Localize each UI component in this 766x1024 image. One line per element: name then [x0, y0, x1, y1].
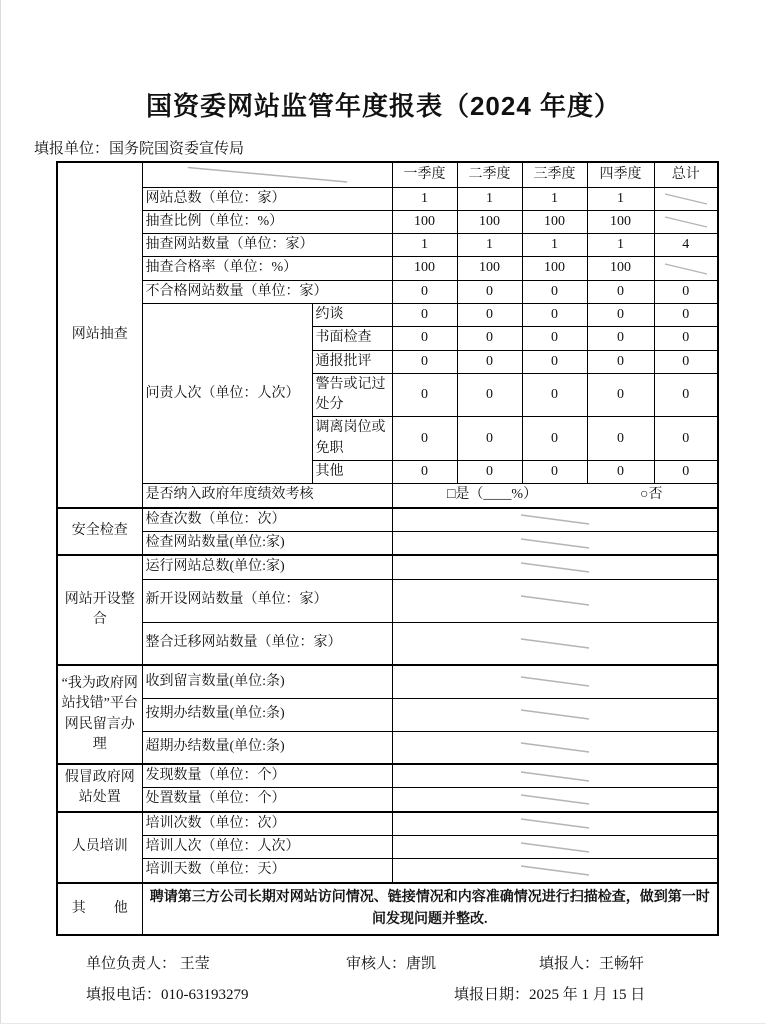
header-q2: 二季度 [457, 162, 522, 187]
total-na-cell [654, 187, 718, 210]
value-cell: 1 [392, 234, 457, 257]
row-performance-assessment [57, 484, 718, 508]
value-cell: 100 [587, 210, 654, 233]
value-cell: 0 [587, 417, 654, 461]
value-cell: 0 [457, 461, 522, 484]
row-messages-received [57, 665, 718, 698]
row-failed-sites [57, 280, 718, 303]
value-cell: 100 [457, 210, 522, 233]
value-cell: 0 [654, 461, 718, 484]
header-q4: 四季度 [587, 162, 654, 187]
row-label: 抽查比例（单位：%） [142, 210, 392, 233]
value-cell: 100 [392, 210, 457, 233]
na-diagonal-mark [520, 636, 590, 651]
row-label: 运行网站总数(单位:家) [142, 555, 392, 579]
row-label: 新开设网站数量（单位：家） [142, 579, 392, 622]
value-cell: 4 [654, 234, 718, 257]
na-diagonal-mark [664, 262, 708, 276]
assessment-label: 是否纳入政府年度绩效考核 [142, 484, 392, 508]
row-security-check-sites [57, 531, 718, 555]
value-cell: 0 [587, 280, 654, 303]
merged-na-cell [392, 835, 718, 858]
report-phone: 填报电话：010-63193279 [86, 987, 249, 1004]
na-diagonal-mark [664, 192, 708, 206]
value-cell: 100 [522, 210, 587, 233]
row-fake-handled [57, 788, 718, 812]
row-pass-rate [57, 257, 718, 280]
value-cell: 0 [587, 303, 654, 326]
row-migrated-sites [57, 622, 718, 665]
value-cell: 0 [522, 327, 587, 350]
sub-label: 通报批评 [312, 350, 392, 373]
na-diagonal-mark [520, 536, 590, 551]
assessment-no-radio: ○否 [640, 487, 663, 503]
merged-na-cell [392, 508, 718, 532]
value-cell: 0 [457, 373, 522, 417]
row-messages-overdue [57, 731, 718, 764]
sub-label: 警告或记过处分 [312, 373, 392, 417]
value-cell: 1 [522, 234, 587, 257]
row-accountability-interview [57, 303, 718, 326]
assessment-yes-checkbox: □是（____%） [446, 487, 538, 503]
na-diagonal-mark [520, 863, 590, 878]
row-running-sites [57, 555, 718, 579]
merged-na-cell [392, 622, 718, 665]
row-label: 整合迁移网站数量（单位：家） [142, 622, 392, 665]
value-cell: 0 [654, 303, 718, 326]
row-label: 检查次数（单位：次） [142, 508, 392, 532]
sub-label: 调离岗位或免职 [312, 417, 392, 461]
row-label: 超期办结数量(单位:条) [142, 731, 392, 764]
row-label: 按期办结数量(单位:条) [142, 698, 392, 731]
na-diagonal-mark [520, 792, 590, 807]
category-site-opening: 网站开设整合 [57, 555, 142, 665]
category-security-check: 安全检查 [57, 508, 142, 556]
row-site-total [57, 187, 718, 210]
value-cell: 1 [457, 187, 522, 210]
value-cell: 100 [457, 257, 522, 280]
value-cell: 0 [522, 373, 587, 417]
other-note-cell [142, 883, 718, 936]
na-diagonal-mark [520, 512, 590, 527]
row-new-sites [57, 579, 718, 622]
report-table [56, 161, 719, 936]
row-training-persons [57, 835, 718, 858]
value-cell: 1 [587, 234, 654, 257]
na-diagonal-mark [520, 840, 590, 855]
value-cell: 0 [522, 350, 587, 373]
value-cell: 0 [457, 350, 522, 373]
value-cell: 0 [457, 327, 522, 350]
assessment-options-cell [392, 484, 718, 508]
filler: 填报人：王畅轩 [539, 956, 645, 973]
total-na-cell [654, 210, 718, 233]
responsible-person: 单位负责人： 王莹 [86, 956, 210, 973]
value-cell: 0 [457, 417, 522, 461]
value-cell: 1 [587, 187, 654, 210]
value-cell: 0 [392, 350, 457, 373]
value-cell: 0 [587, 373, 654, 417]
value-cell: 0 [392, 373, 457, 417]
merged-na-cell [392, 859, 718, 883]
row-training-sessions [57, 812, 718, 836]
value-cell: 1 [522, 187, 587, 210]
row-label: 培训天数（单位：天） [142, 859, 392, 883]
category-feedback-platform: “我为政府网站找错”平台网民留言办理 [57, 665, 142, 764]
merged-na-cell [392, 531, 718, 555]
report-table-wrap [1, 161, 766, 936]
sub-label: 其他 [312, 461, 392, 484]
category-website-sampling: 网站抽查 [57, 162, 142, 508]
value-cell: 0 [654, 280, 718, 303]
row-messages-on-time [57, 698, 718, 731]
value-cell: 0 [654, 327, 718, 350]
value-cell: 1 [457, 234, 522, 257]
footer-signatures [1, 950, 766, 1024]
header-q1: 一季度 [392, 162, 457, 187]
header-corner-cell [142, 162, 392, 187]
row-label: 不合格网站数量（单位：家） [142, 280, 392, 303]
value-cell: 0 [654, 350, 718, 373]
value-cell: 100 [522, 257, 587, 280]
row-fake-found [57, 764, 718, 788]
other-note-text: 聘请第三方公司长期对网站访问情况、链接情况和内容准确情况进行扫描检查，做到第一时间发现问题并整改. [149, 889, 710, 927]
value-cell: 0 [457, 280, 522, 303]
value-cell: 0 [654, 417, 718, 461]
row-other [57, 883, 718, 936]
merged-na-cell [392, 788, 718, 812]
row-security-check-count [57, 508, 718, 532]
na-diagonal-mark [520, 769, 590, 784]
row-label: 网站总数（单位：家） [142, 187, 392, 210]
total-na-cell [654, 257, 718, 280]
value-cell: 0 [392, 327, 457, 350]
sub-label: 约谈 [312, 303, 392, 326]
value-cell: 1 [392, 187, 457, 210]
category-other: 其 他 [57, 883, 142, 936]
value-cell: 100 [587, 257, 654, 280]
na-diagonal-mark [520, 816, 590, 831]
value-cell: 0 [522, 303, 587, 326]
row-label: 抽查合格率（单位：%） [142, 257, 392, 280]
reporting-unit: 填报单位：国务院国资委宣传局 [34, 141, 245, 157]
row-label: 处置数量（单位：个） [142, 788, 392, 812]
na-diagonal-mark [520, 560, 590, 575]
value-cell: 0 [392, 303, 457, 326]
na-diagonal-mark [520, 740, 590, 755]
value-cell: 0 [522, 280, 587, 303]
table-header-row [57, 162, 718, 187]
value-cell: 0 [457, 303, 522, 326]
merged-na-cell [392, 579, 718, 622]
merged-na-cell [392, 555, 718, 579]
na-diagonal-mark [520, 674, 590, 689]
header-q3: 三季度 [522, 162, 587, 187]
page-title: 国资委网站监管年度报表（2024 年度） [145, 91, 622, 121]
value-cell: 100 [392, 257, 457, 280]
value-cell: 0 [654, 373, 718, 417]
merged-na-cell [392, 665, 718, 698]
na-diagonal-mark [520, 593, 590, 608]
auditor: 审核人：唐凯 [346, 956, 437, 973]
row-label: 培训次数（单位：次） [142, 812, 392, 836]
value-cell: 0 [392, 461, 457, 484]
row-training-days [57, 859, 718, 883]
value-cell: 0 [522, 461, 587, 484]
row-label: 抽查网站数量（单位：家） [142, 234, 392, 257]
row-sample-ratio [57, 210, 718, 233]
value-cell: 0 [587, 327, 654, 350]
na-diagonal-mark [664, 215, 708, 229]
na-diagonal-mark [143, 163, 392, 187]
category-training: 人员培训 [57, 812, 142, 883]
value-cell: 0 [587, 461, 654, 484]
value-cell: 0 [392, 417, 457, 461]
category-fake-sites: 假冒政府网站处置 [57, 764, 142, 812]
report-date: 填报日期：2025 年 1 月 15 日 [454, 987, 646, 1004]
na-diagonal-mark [520, 707, 590, 722]
row-sampled-sites [57, 234, 718, 257]
sub-label: 书面检查 [312, 327, 392, 350]
row-label: 培训人次（单位：人次） [142, 835, 392, 858]
row-label: 检查网站数量(单位:家) [142, 531, 392, 555]
row-label: 收到留言数量(单位:条) [142, 665, 392, 698]
accountability-label: 问责人次（单位：人次） [142, 303, 312, 483]
merged-na-cell [392, 731, 718, 764]
merged-na-cell [392, 764, 718, 788]
value-cell: 0 [587, 350, 654, 373]
header-total: 总计 [654, 162, 718, 187]
value-cell: 0 [522, 417, 587, 461]
merged-na-cell [392, 698, 718, 731]
value-cell: 0 [392, 280, 457, 303]
merged-na-cell [392, 812, 718, 836]
row-label: 发现数量（单位：个） [142, 764, 392, 788]
